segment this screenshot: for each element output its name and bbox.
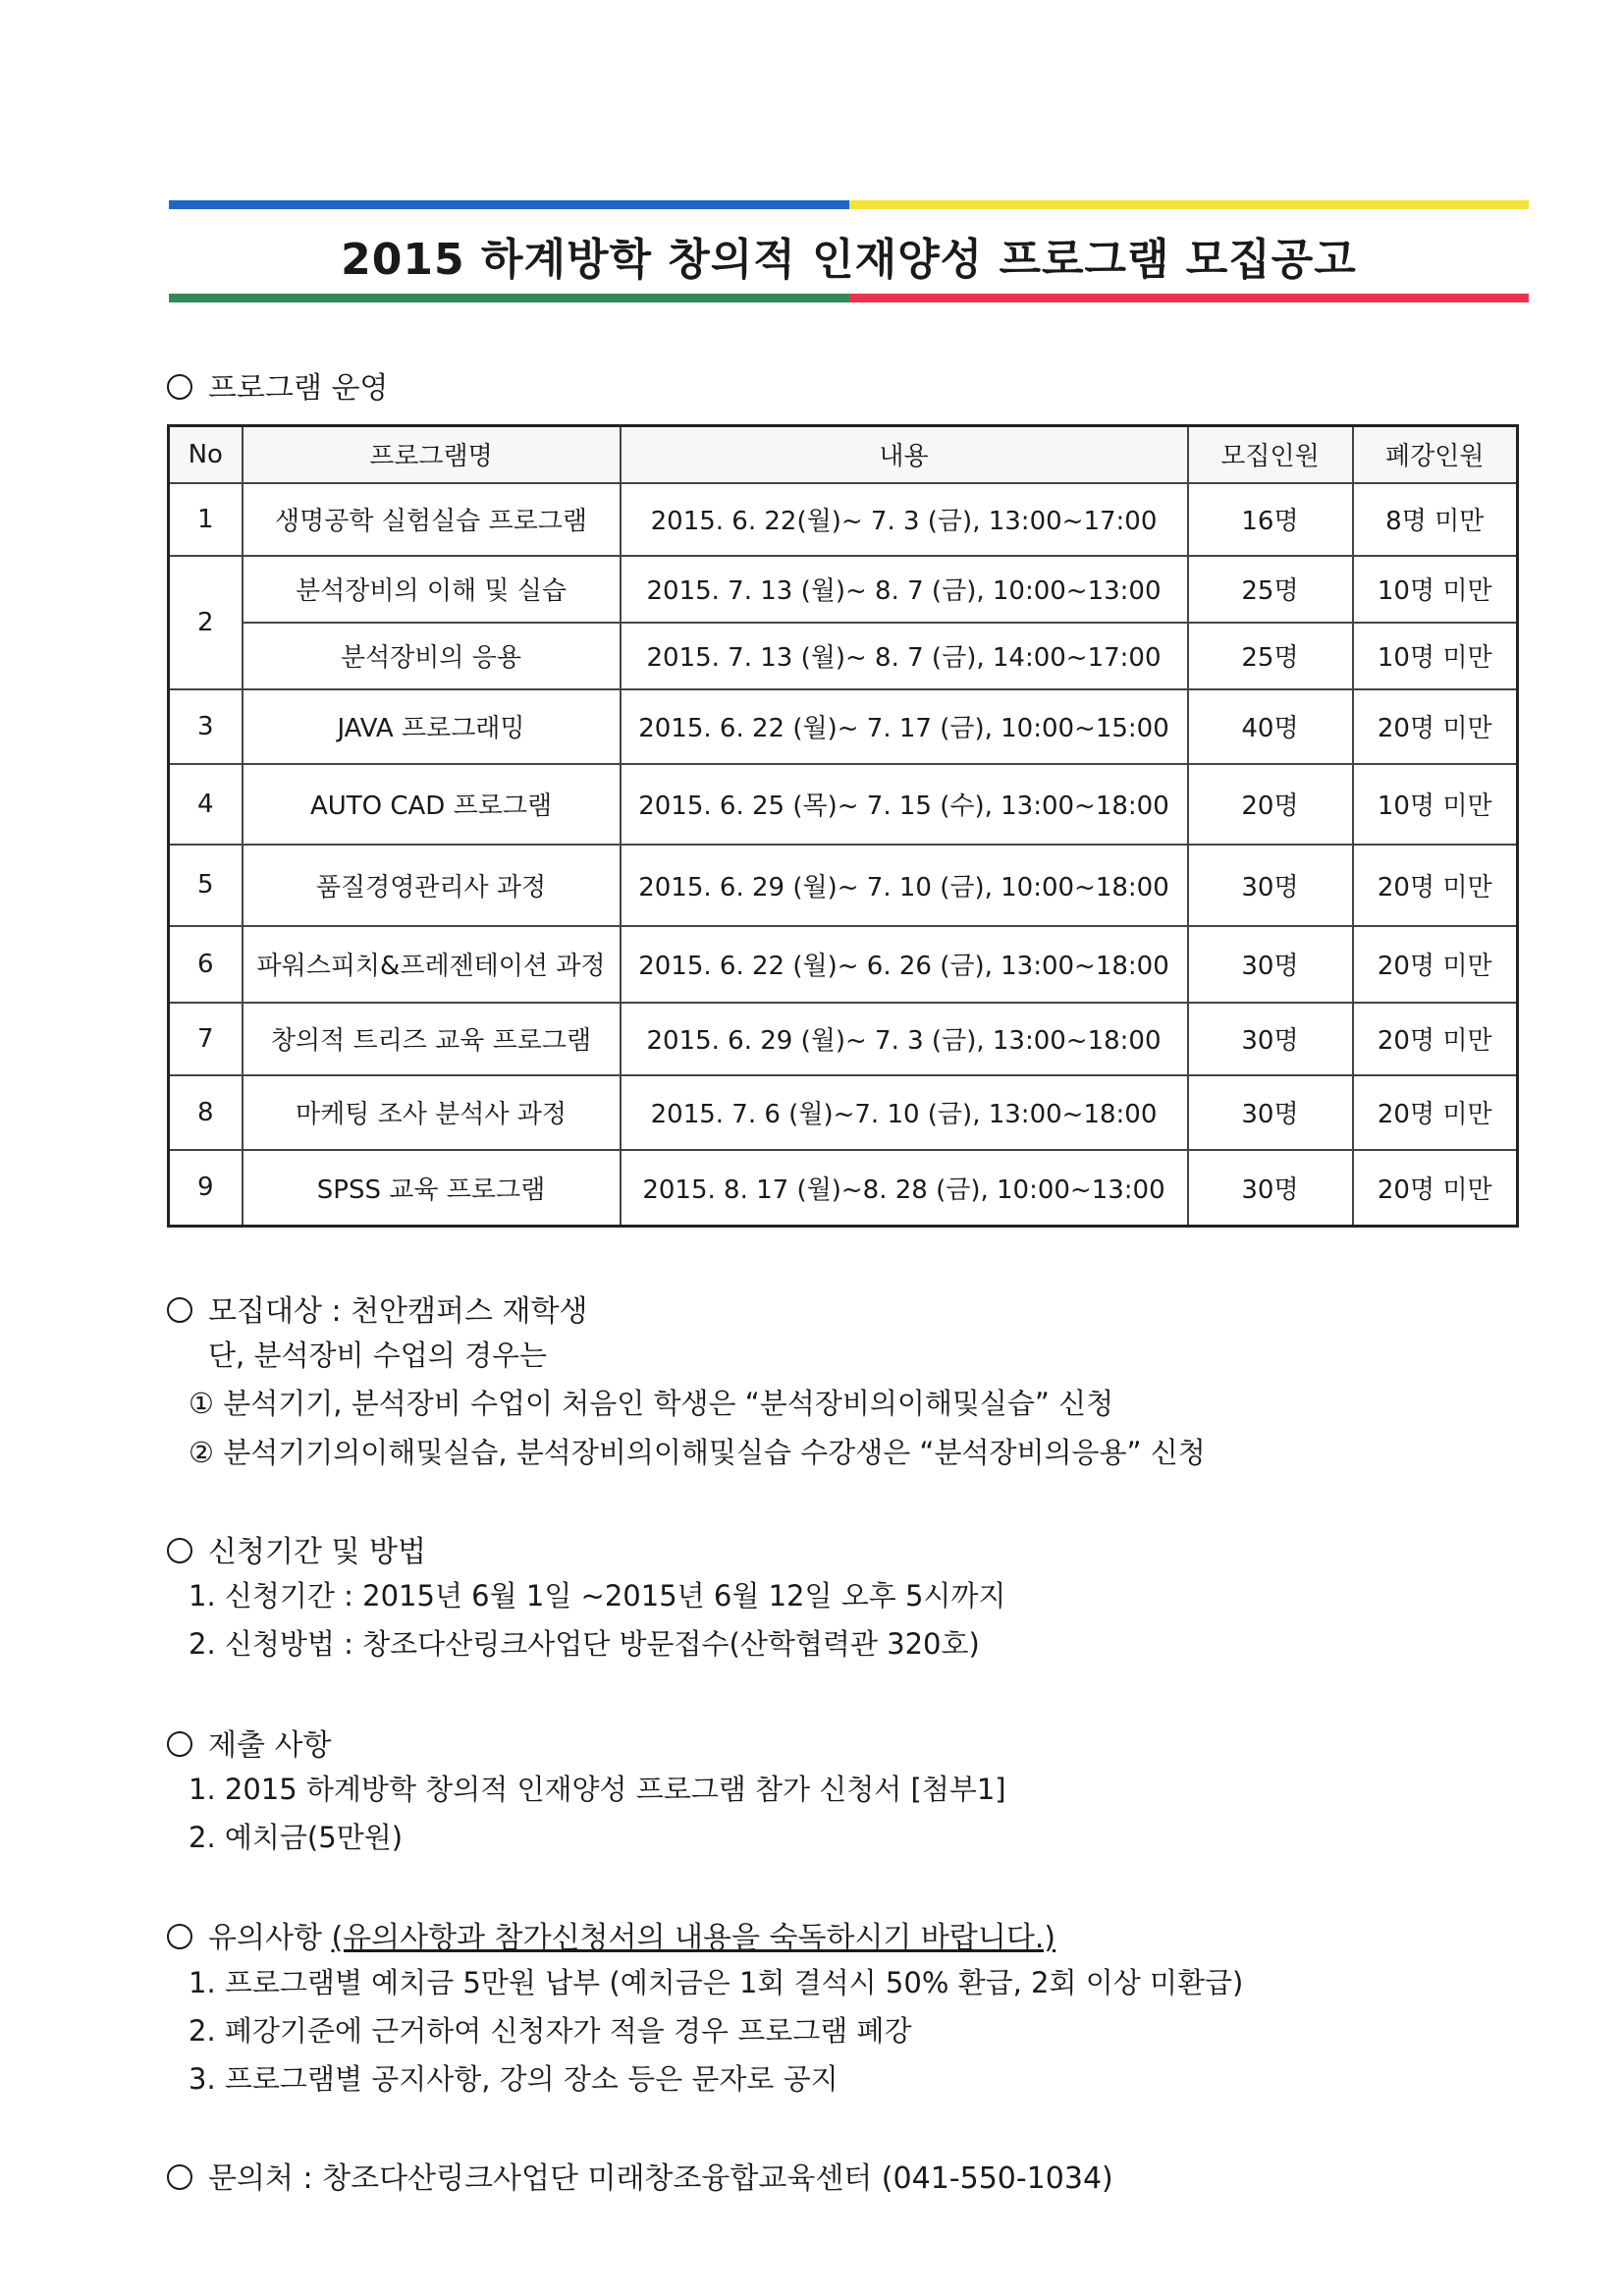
notice-heading-note: (유의사항과 참가신청서의 내용을 숙독하시기 바랍니다.) bbox=[331, 1921, 1056, 1955]
cell-name: 품질경영관리사 과정 bbox=[243, 845, 621, 926]
cell-cancel: 20명 미만 bbox=[1353, 689, 1518, 764]
table-row bbox=[169, 1150, 1518, 1227]
submit-item-1: 1. 2015 하계방학 창의적 인재양성 프로그램 참가 신청서 [첨부1] bbox=[189, 1773, 1006, 1806]
target-item-2: ② 분석기기의이해및실습, 분석장비의이해및실습 수강생은 “분석장비의응용” 신청 bbox=[189, 1436, 1206, 1469]
cell-cancel: 20명 미만 bbox=[1353, 926, 1518, 1003]
cell-capacity: 30명 bbox=[1188, 845, 1353, 926]
header-cancel: 폐강인원 bbox=[1353, 426, 1518, 483]
cell-cancel: 20명 미만 bbox=[1353, 1150, 1518, 1227]
table-row bbox=[169, 764, 1518, 845]
section-operation-label: 프로그램 운영 bbox=[208, 371, 389, 406]
table-row bbox=[169, 926, 1518, 1003]
cell-capacity: 25명 bbox=[1188, 623, 1353, 689]
table-row bbox=[169, 623, 1518, 689]
cell-cancel: 10명 미만 bbox=[1353, 556, 1518, 623]
cell-capacity: 16명 bbox=[1188, 483, 1353, 556]
table-header-row bbox=[169, 426, 1518, 483]
cell-no: 1 bbox=[169, 483, 243, 556]
page-title: 2015 하계방학 창의적 인재양성 프로그램 모집공고 bbox=[341, 235, 1357, 285]
cell-no: 2 bbox=[169, 556, 243, 689]
cell-cancel: 8명 미만 bbox=[1353, 483, 1518, 556]
section-apply-heading bbox=[167, 1527, 426, 1570]
table-row bbox=[169, 689, 1518, 764]
cell-capacity: 25명 bbox=[1188, 556, 1353, 623]
notice-item-3: 3. 프로그램별 공지사항, 강의 장소 등은 문자로 공지 bbox=[189, 2062, 839, 2096]
cell-cancel: 10명 미만 bbox=[1353, 764, 1518, 845]
cell-no: 3 bbox=[169, 689, 243, 764]
header-name: 프로그램명 bbox=[243, 426, 621, 483]
table-row bbox=[169, 1003, 1518, 1075]
title-bar-yellow bbox=[849, 200, 1530, 209]
cell-name: 분석장비의 이해 및 실습 bbox=[243, 556, 621, 623]
target-item-1: ① 분석기기, 분석장비 수업이 처음인 학생은 “분석장비의이해및실습” 신청 bbox=[189, 1387, 1114, 1420]
program-table bbox=[167, 424, 1519, 1228]
header-content: 내용 bbox=[621, 426, 1188, 483]
cell-no: 9 bbox=[169, 1150, 243, 1227]
cell-name: AUTO CAD 프로그램 bbox=[243, 764, 621, 845]
cell-cancel: 10명 미만 bbox=[1353, 623, 1518, 689]
cell-no: 4 bbox=[169, 764, 243, 845]
cell-content: 2015. 7. 6 (월)~7. 10 (금), 13:00~18:00 bbox=[621, 1075, 1188, 1150]
section-operation-heading bbox=[167, 363, 388, 407]
cell-no: 7 bbox=[169, 1003, 243, 1075]
cell-content: 2015. 6. 29 (월)~ 7. 10 (금), 10:00~18:00 bbox=[621, 845, 1188, 926]
header-no: No bbox=[169, 426, 243, 483]
cell-content: 2015. 6. 22 (월)~ 7. 17 (금), 10:00~15:00 bbox=[621, 689, 1188, 764]
header-capacity: 모집인원 bbox=[1188, 426, 1353, 483]
notice-item-1: 1. 프로그램별 예치금 5만원 납부 (예치금은 1회 결석시 50% 환급, 2회 이상 미환급) bbox=[189, 1966, 1244, 1999]
submit-item-2: 2. 예치금(5만원) bbox=[189, 1821, 404, 1854]
circle-bullet-icon bbox=[167, 1538, 192, 1563]
circle-bullet-icon bbox=[167, 1297, 192, 1323]
target-note: 단, 분석장비 수업의 경우는 bbox=[208, 1339, 548, 1372]
apply-item-2: 2. 신청방법 : 창조다산링크사업단 방문접수(산학협력관 320호) bbox=[189, 1627, 980, 1661]
apply-item-1: 1. 신청기간 : 2015년 6월 1일 ~2015년 6월 12일 오후 5시까지 bbox=[189, 1579, 1006, 1613]
section-submit-heading bbox=[167, 1721, 331, 1764]
circle-bullet-icon bbox=[167, 374, 192, 400]
target-heading-label: 모집대상 : 천안캠퍼스 재학생 bbox=[208, 1294, 588, 1329]
cell-no: 5 bbox=[169, 845, 243, 926]
circle-bullet-icon bbox=[167, 1731, 192, 1757]
cell-cancel: 20명 미만 bbox=[1353, 1003, 1518, 1075]
title-banner bbox=[169, 200, 1529, 302]
cell-capacity: 40명 bbox=[1188, 689, 1353, 764]
submit-heading-label: 제출 사항 bbox=[208, 1728, 332, 1763]
cell-no: 6 bbox=[169, 926, 243, 1003]
table-row bbox=[169, 1075, 1518, 1150]
cell-content: 2015. 8. 17 (월)~8. 28 (금), 10:00~13:00 bbox=[621, 1150, 1188, 1227]
cell-capacity: 30명 bbox=[1188, 926, 1353, 1003]
contact-label: 문의처 : 창조다산링크사업단 미래창조융합교육센터 (041-550-1034) bbox=[208, 2161, 1113, 2196]
notice-heading-label: 유의사항 bbox=[208, 1921, 322, 1955]
cell-content: 2015. 6. 25 (목)~ 7. 15 (수), 13:00~18:00 bbox=[621, 764, 1188, 845]
cell-name: 마케팅 조사 분석사 과정 bbox=[243, 1075, 621, 1150]
table-row bbox=[169, 556, 1518, 623]
cell-cancel: 20명 미만 bbox=[1353, 845, 1518, 926]
section-target-heading bbox=[167, 1286, 587, 1330]
table-row bbox=[169, 845, 1518, 926]
cell-cancel: 20명 미만 bbox=[1353, 1075, 1518, 1150]
cell-content: 2015. 6. 22 (월)~ 6. 26 (금), 13:00~18:00 bbox=[621, 926, 1188, 1003]
cell-name: JAVA 프로그래밍 bbox=[243, 689, 621, 764]
cell-capacity: 30명 bbox=[1188, 1075, 1353, 1150]
title-bar-blue bbox=[169, 200, 849, 209]
cell-content: 2015. 7. 13 (월)~ 8. 7 (금), 10:00~13:00 bbox=[621, 556, 1188, 623]
cell-content: 2015. 6. 22(월)~ 7. 3 (금), 13:00~17:00 bbox=[621, 483, 1188, 556]
circle-bullet-icon bbox=[167, 2164, 192, 2190]
cell-name: 파워스피치&프레젠테이션 과정 bbox=[243, 926, 621, 1003]
cell-name: 생명공학 실험실습 프로그램 bbox=[243, 483, 621, 556]
cell-capacity: 30명 bbox=[1188, 1150, 1353, 1227]
cell-content: 2015. 6. 29 (월)~ 7. 3 (금), 13:00~18:00 bbox=[621, 1003, 1188, 1075]
cell-content: 2015. 7. 13 (월)~ 8. 7 (금), 14:00~17:00 bbox=[621, 623, 1188, 689]
cell-name: 분석장비의 응용 bbox=[243, 623, 621, 689]
cell-capacity: 30명 bbox=[1188, 1003, 1353, 1075]
table-row bbox=[169, 483, 1518, 556]
cell-name: SPSS 교육 프로그램 bbox=[243, 1150, 621, 1227]
section-contact bbox=[167, 2154, 1113, 2197]
cell-no: 8 bbox=[169, 1075, 243, 1150]
title-bar-green bbox=[169, 294, 849, 302]
cell-name: 창의적 트리즈 교육 프로그램 bbox=[243, 1003, 621, 1075]
cell-capacity: 20명 bbox=[1188, 764, 1353, 845]
notice-item-2: 2. 폐강기준에 근거하여 신청자가 적을 경우 프로그램 폐강 bbox=[189, 2014, 912, 2048]
title-bar-red bbox=[849, 294, 1530, 302]
circle-bullet-icon bbox=[167, 1924, 192, 1949]
apply-heading-label: 신청기간 및 방법 bbox=[208, 1535, 426, 1569]
section-notice-heading bbox=[167, 1913, 1055, 1956]
